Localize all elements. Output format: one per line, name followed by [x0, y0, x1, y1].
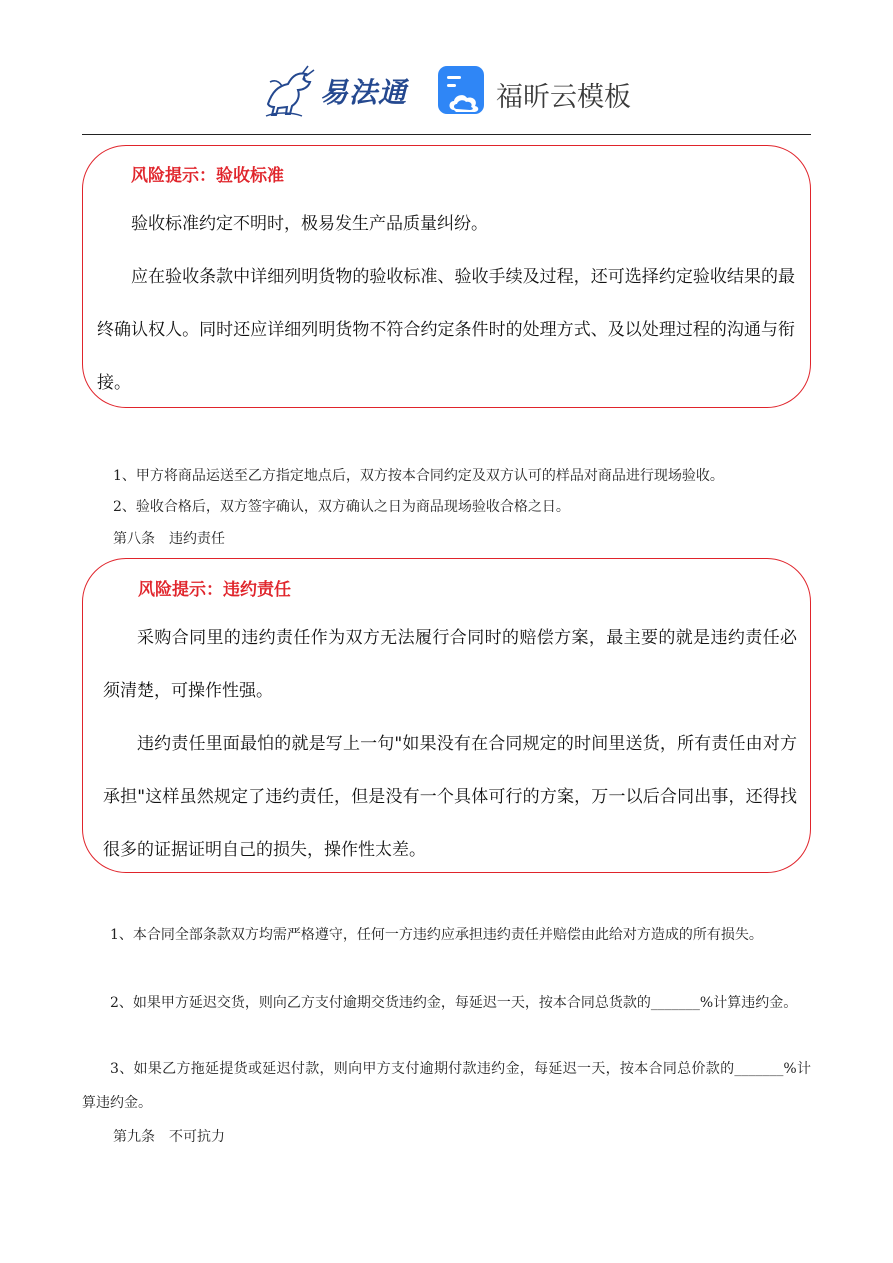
header-divider [82, 134, 811, 135]
risk-paragraph: 验收标准约定不明时，极易发生产品质量纠纷。 [131, 214, 488, 234]
risk-title: 风险提示：验收标准 [131, 166, 284, 186]
clause-item: 2、如果甲方延迟交货，则向乙方支付逾期交货违约金，每延迟一天，按本合同总货款的_______%计算违约金。 [110, 995, 798, 1011]
clause-item: 3、如果乙方拖延提货或延迟付款，则向甲方支付逾期付款违约金，每延迟一天，按本合同总价款的_______%计算违约金。 [82, 1061, 811, 1111]
risk-title: 风险提示：违约责任 [138, 580, 291, 600]
risk-callout-acceptance [82, 145, 811, 408]
clause-item: 1、本合同全部条款双方均需严格遵守，任何一方违约应承担违约责任并赔偿由此给对方造成的所有损失。 [110, 927, 763, 943]
yifatong-logo [262, 62, 412, 118]
article-heading: 第九条 不可抗力 [113, 1129, 225, 1145]
clause-item: 1、甲方将商品运送至乙方指定地点后，双方按本合同约定及双方认可的样品对商品进行现场验收。 [113, 468, 724, 484]
qilin-icon [262, 62, 320, 118]
doc-cloud-icon [436, 64, 488, 116]
fuxin-logo [436, 64, 636, 120]
risk-paragraph: 应在验收条款中详细列明货物的验收标准、验收手续及过程，还可选择约定验收结果的最终确认权人。同时还应详细列明货物不符合约定条件时的处理方式、及以处理过程的沟通与衔接。 [97, 267, 795, 393]
article-heading: 第八条 违约责任 [113, 531, 225, 547]
yifatong-logo-text: 易法通 [320, 76, 408, 109]
risk-callout-liability [82, 558, 811, 873]
risk-paragraph: 违约责任里面最怕的就是写上一句"如果没有在合同规定的时间里送货，所有责任由对方承担"这样虽然规定了违约责任，但是没有一个具体可行的方案，万一以后合同出事，还得找很多的证据证明自己的损失，操作性太差。 [103, 734, 797, 860]
fuxin-logo-text: 福昕云模板 [496, 82, 631, 113]
page-header [0, 58, 893, 122]
clause-item: 2、验收合格后，双方签字确认，双方确认之日为商品现场验收合格之日。 [113, 499, 570, 515]
risk-paragraph: 采购合同里的违约责任作为双方无法履行合同时的赔偿方案，最主要的就是违约责任必须清楚，可操作性强。 [103, 628, 797, 701]
